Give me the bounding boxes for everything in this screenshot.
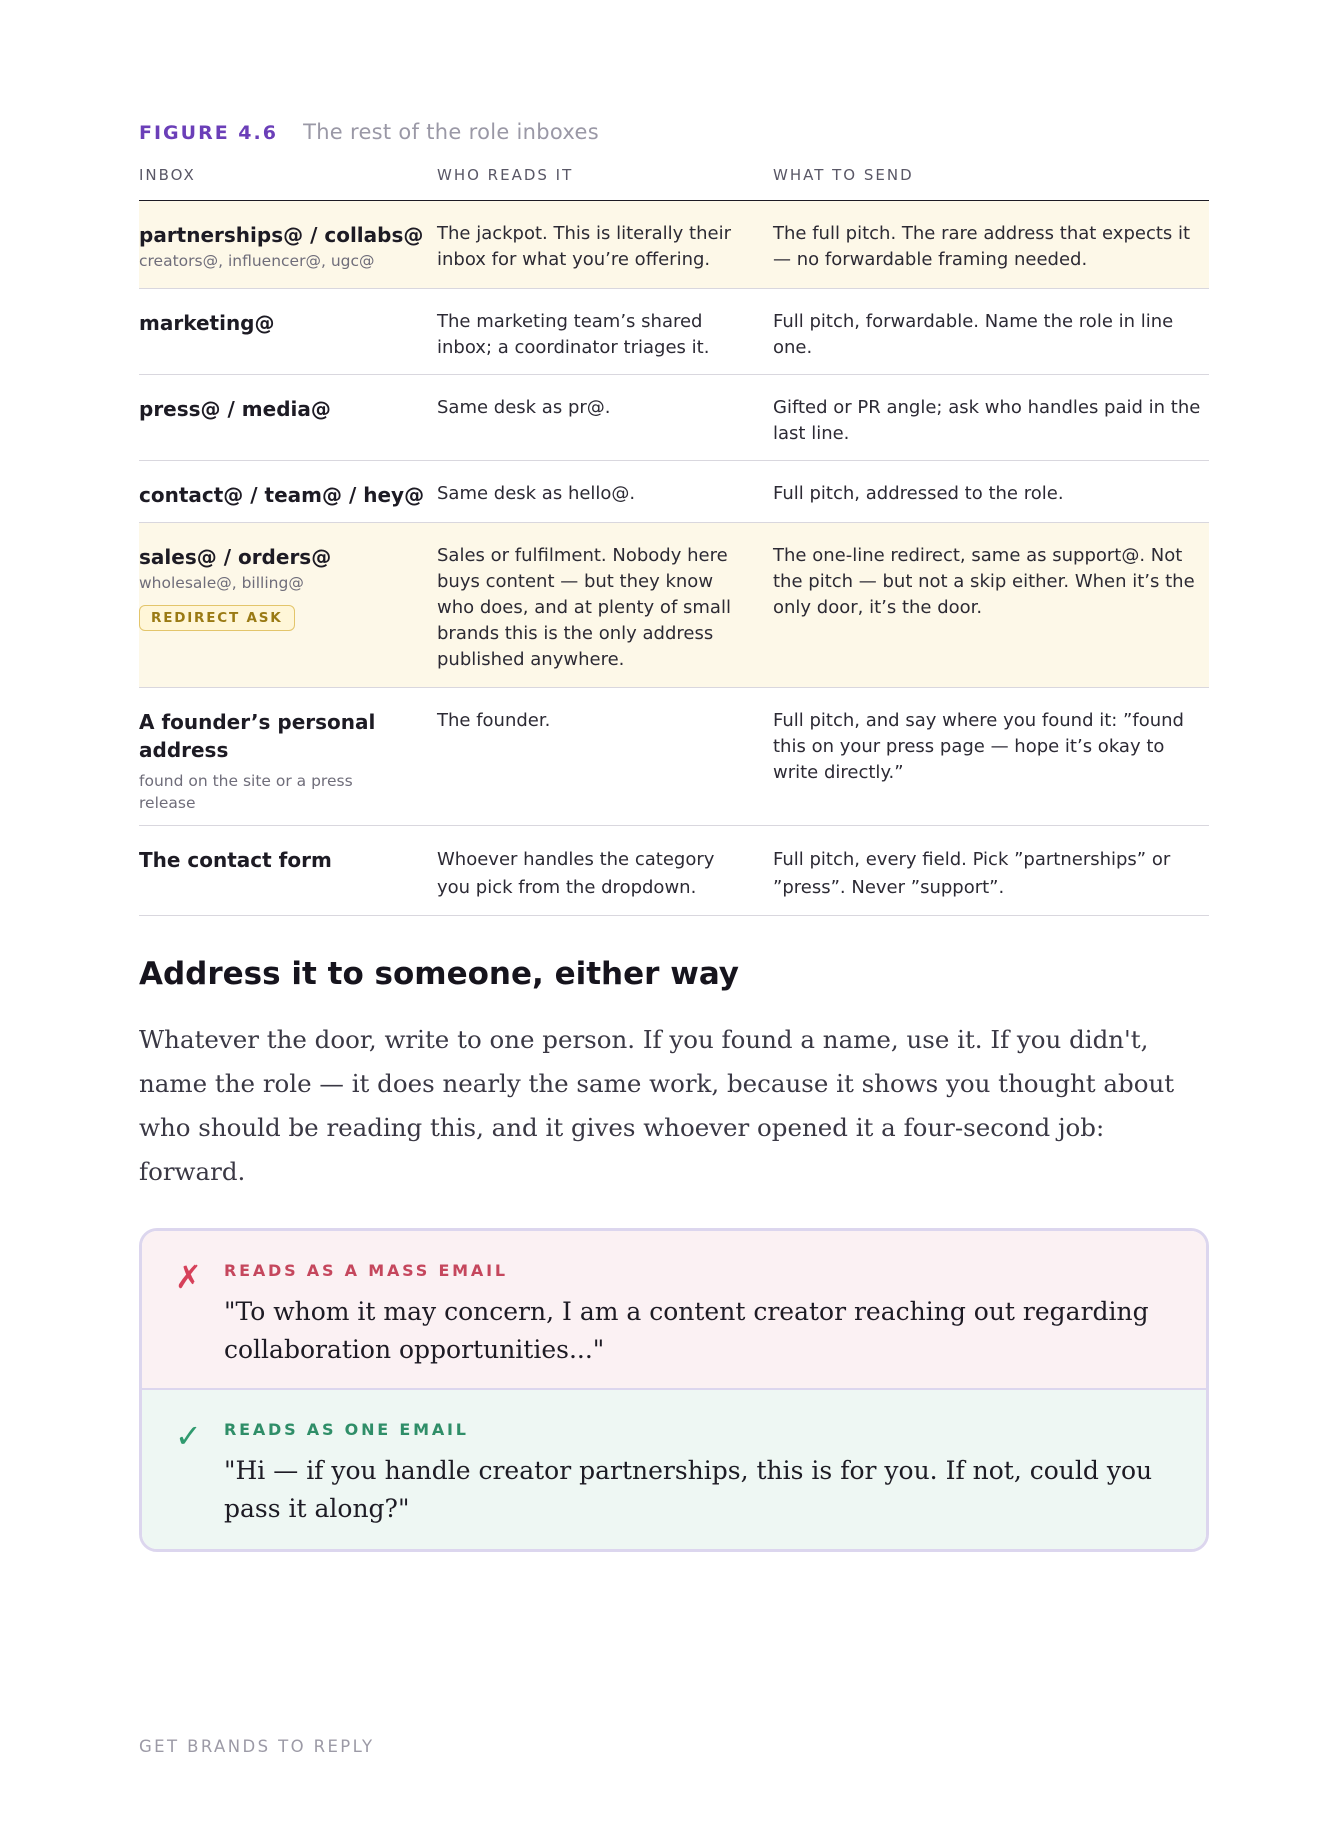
what-to-send: Full pitch, every field. Pick ”partnerships” or ”press”. Never ”support”. [773, 849, 1171, 898]
inbox-address: partnerships@ / collabs@ [139, 223, 424, 247]
who-reads-it: Sales or fulfilment. Nobody here buys content — but they know who does, and at plenty of small brands this is the only address published anywhere. [437, 545, 731, 670]
who-reads-it: The jackpot. This is literally their inbox for what you’re offering. [437, 223, 731, 270]
column-header-what-to-send: WHAT TO SEND [773, 166, 914, 184]
inbox-address: press@ / media@ [139, 397, 331, 421]
what-to-send: Full pitch, addressed to the role. [773, 483, 1064, 504]
table-row [139, 688, 1209, 826]
redirect-ask-badge: REDIRECT ASK [139, 605, 295, 631]
inbox-address: contact@ / team@ / hey@ [139, 483, 425, 507]
figure-title: The rest of the role inboxes [303, 120, 599, 144]
inbox-address: marketing@ [139, 311, 275, 335]
bad-example [142, 1231, 1206, 1390]
section-heading: Address it to someone, either way [139, 956, 740, 992]
who-reads-it: Whoever handles the category you pick from the dropdown. [437, 849, 715, 898]
comparison-card [139, 1228, 1209, 1552]
cross-icon: ✗ [175, 1258, 202, 1296]
who-reads-it: Same desk as pr@. [437, 397, 611, 418]
table-row [139, 523, 1209, 688]
table-row [139, 289, 1209, 375]
table-row [139, 461, 1209, 523]
who-reads-it: Same desk as hello@. [437, 483, 636, 504]
table-row [139, 826, 1209, 916]
figure-caption [139, 120, 599, 144]
bad-example-label: READS AS A MASS EMAIL [224, 1261, 508, 1280]
what-to-send: The one-line redirect, same as support@. Not the pitch — but not a skip either. When it’s the only door, it’s the door. [773, 545, 1195, 618]
who-reads-it: The marketing team’s shared inbox; a coordinator triages it. [437, 311, 710, 358]
column-header-inbox: INBOX [139, 166, 196, 184]
bad-example-quote: "To whom it may concern, I am a content creator reaching out regarding collaboration opportunities..." [224, 1297, 1149, 1364]
inbox-address: sales@ / orders@ [139, 545, 332, 569]
check-icon: ✓ [175, 1417, 202, 1455]
column-header-who-reads-it: WHO READS IT [437, 166, 574, 184]
good-example-quote: "Hi — if you handle creator partnerships, this is for you. If not, could you pass it along?" [224, 1456, 1153, 1523]
who-reads-it: The founder. [437, 710, 551, 731]
table-row [139, 201, 1209, 289]
what-to-send: Gifted or PR angle; ask who handles paid in the last line. [773, 397, 1201, 444]
what-to-send: Full pitch, forwardable. Name the role in line one. [773, 311, 1174, 358]
running-footer: GET BRANDS TO REPLY [139, 1737, 375, 1756]
table-header [139, 166, 1209, 202]
section-body: Whatever the door, write to one person. If you found a name, use it. If you didn't, name the role — it does nearly the same work, because it shows you thought about who should be reading this, and it gives whoever opened it a four-second job: forward. [139, 1025, 1175, 1186]
inbox-aliases: wholesale@, billing@ [139, 574, 304, 592]
figure-number: FIGURE 4.6 [139, 122, 278, 144]
inbox-address: The contact form [139, 848, 332, 872]
inbox-aliases: found on the site or a press release [139, 772, 353, 812]
what-to-send: The full pitch. The rare address that expects it — no forwardable framing needed. [773, 223, 1191, 270]
inbox-address: A founder’s personal address [139, 710, 376, 762]
table-row [139, 375, 1209, 461]
what-to-send: Full pitch, and say where you found it: ”found this on your press page — hope it’s okay to write directly.” [773, 710, 1184, 783]
good-example-label: READS AS ONE EMAIL [224, 1420, 469, 1439]
good-example [142, 1390, 1206, 1549]
inbox-aliases: creators@, influencer@, ugc@ [139, 252, 375, 270]
